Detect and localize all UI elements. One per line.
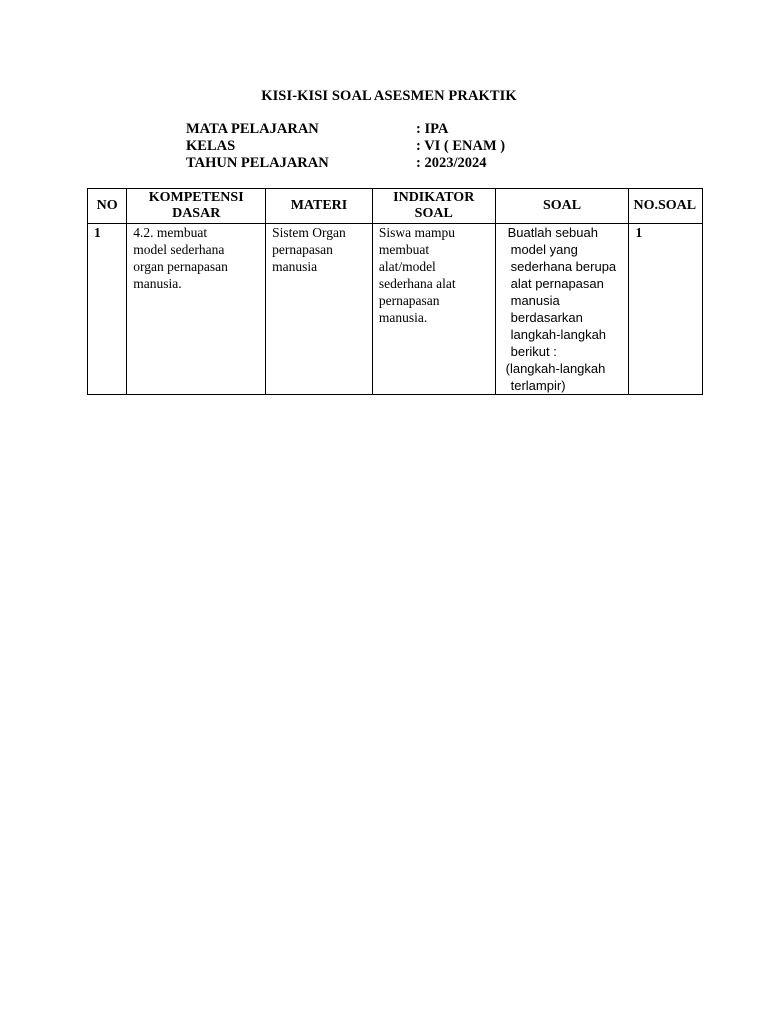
cell-no-soal: 1: [629, 224, 703, 395]
header-no: NO: [88, 189, 127, 224]
cell-kompetensi-dasar: 4.2. membuat model sederhana organ pernapasan manusia.: [127, 224, 266, 395]
meta-row-class: [186, 138, 505, 155]
document-meta: [186, 121, 505, 172]
soal-line: model yang: [510, 242, 578, 257]
cell-no: 1: [88, 224, 127, 395]
header-no-soal: NO.SOAL: [629, 189, 703, 224]
soal-line: manusia: [510, 293, 560, 308]
meta-row-year: [186, 155, 505, 172]
meta-label: TAHUN PELAJARAN: [186, 155, 329, 171]
table-header-row: [88, 189, 703, 224]
header-indikator-soal: INDIKATOR SOAL: [372, 189, 495, 224]
soal-line: langkah-langkah: [510, 327, 607, 342]
meta-row-subject: [186, 121, 505, 138]
cell-soal: [495, 224, 629, 395]
header-kompetensi-dasar: KOMPETENSI DASAR: [127, 189, 266, 224]
cell-materi: Sistem Organ pernapasan manusia: [266, 224, 373, 395]
soal-line: sederhana berupa: [510, 259, 617, 274]
soal-line: alat pernapasan: [510, 276, 604, 291]
meta-value: : IPA: [416, 121, 449, 137]
table-row: [88, 224, 703, 395]
soal-line: Buatlah sebuah: [507, 225, 598, 240]
soal-line: terlampir): [510, 378, 566, 393]
header-soal: SOAL: [495, 189, 629, 224]
soal-line: berdasarkan: [510, 310, 583, 325]
kisi-kisi-table: [87, 188, 703, 395]
soal-line: (langkah-langkah: [505, 361, 606, 376]
cell-indikator-soal: Siswa mampu membuat alat/model sederhana alat pernapasan manusia.: [372, 224, 495, 395]
meta-label: KELAS: [186, 138, 236, 154]
meta-label: MATA PELAJARAN: [186, 121, 319, 137]
meta-value: : VI ( ENAM ): [416, 138, 506, 154]
document-title: KISI-KISI SOAL ASESMEN PRAKTIK: [261, 88, 517, 104]
meta-value: : 2023/2024: [416, 155, 487, 171]
soal-line: berikut :: [510, 344, 557, 359]
header-materi: MATERI: [266, 189, 373, 224]
